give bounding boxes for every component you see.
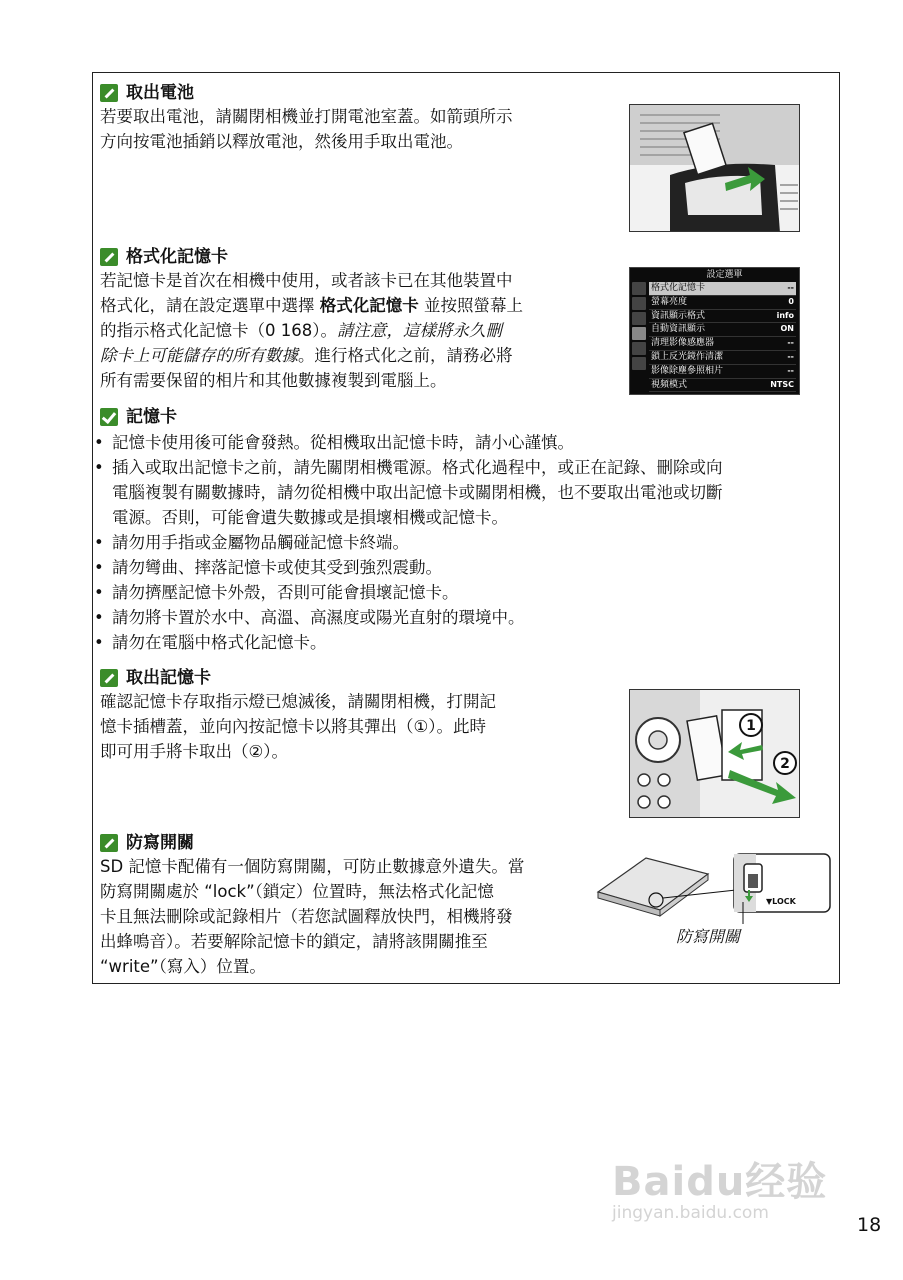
watermark-url: jingyan.baidu.com [612,1203,769,1223]
playback-icon [632,282,646,295]
list-item: • 請勿彎曲、摔落記憶卡或使其受到強烈震動。 [92,555,835,580]
help-icon [632,372,646,385]
section-format-card [100,246,610,393]
wrench-icon [632,327,646,340]
sd-card-illustration [596,852,836,924]
menu-title: 設定選單 [706,270,743,280]
section-title: 取出記憶卡 [100,667,600,689]
menu-rows [649,282,796,392]
pencil-icon [100,248,118,266]
section-title: 記憶卡 [100,406,835,428]
write-protect-caption: 防寫開關 [676,927,741,946]
section-remove-card [100,667,600,764]
watermark [612,1150,842,1250]
menu-row: 自動資訊顯示 ON [649,323,796,337]
list-item: • 請勿在電腦中格式化記憶卡。 [92,630,835,655]
page-reference: 0 168 [265,321,313,340]
menu-row: 視頻模式 NTSC [649,379,796,393]
check-icon [100,408,118,426]
section-memory-card [100,406,835,655]
menu-sidebar [632,282,646,392]
battery-illustration [629,104,800,232]
page-number: 18 [857,1214,882,1236]
card-removal-illustration [629,689,800,818]
list-item: • 請勿擠壓記憶卡外殼，否則可能會損壞記憶卡。 [92,580,835,605]
caution-list [92,430,835,655]
lock-label: ▼LOCK [766,897,796,906]
body-text: 若記憶卡是首次在相機中使用，或者該卡已在其他裝置中 格式化，請在設定選單中選擇 格式化記憶卡 並按照螢幕上 的指示格式化記憶卡（0 168）。請注意，這樣將永久刪 除卡上可能儲存的所有數據。進行格式化之前，請務必將 所有需要保留的相片和其他數據複製到電腦上。 [100,271,523,390]
retouch-icon [632,342,646,355]
list-item: • 記憶卡使用後可能會發熱。從相機取出記憶卡時，請小心謹慎。 [92,430,835,455]
pencil-icon [100,834,118,852]
pencil-icon [100,84,118,102]
body-text: SD 記憶卡配備有一個防寫開關，可防止數據意外遺失。當 防寫開關處於 “lock”（鎖定）位置時，無法格式化記憶 卡且無法刪除或記錄相片（若您試圖釋放快門，相機將發 出蜂鳴音）。若要解除記憶卡的鎖定，請將該開關推至 “write”（寫入）位置。 [100,857,525,976]
menu-row: 鎖上反光鏡作清潔 -- [649,351,796,365]
marker-1: 1 [746,718,756,734]
section-title: 格式化記憶卡 [100,246,610,268]
watermark-logo: Baidu经验 [612,1159,828,1205]
menu-row: 資訊顯示格式 info [649,310,796,324]
list-item: • 請勿將卡置於水中、高溫、高濕度或陽光直射的環境中。 [92,605,835,630]
setup-menu-screen [629,267,800,395]
list-item: • 請勿用手指或金屬物品觸碰記憶卡終端。 [92,530,835,555]
section-title: 防寫開關 [100,832,595,854]
menu-row: 清理影像感應器 -- [649,337,796,351]
pencil-icon [632,312,646,325]
pencil-icon [100,669,118,687]
body-text: 若要取出電池，請關閉相機並打開電池室蓋。如箭頭所示 方向按電池插銷以釋放電池，然後用手取出電池。 [100,107,513,151]
recent-icon [632,357,646,370]
list-item: • 插入或取出記憶卡之前，請先關閉相機電源。格式化過程中，或正在記錄、刪除或向 電腦複製有關數據時，請勿從相機中取出記憶卡或關閉相機，也不要取出電池或切斷 電源。否則，可能會遺失數據或是損壞相機或記憶卡。 [92,455,835,530]
menu-row: 螢幕亮度 0 [649,296,796,310]
section-title: 取出電池 [100,82,600,104]
marker-2: 2 [780,756,790,772]
body-text: 確認記憶卡存取指示燈已熄滅後，請關閉相機，打開記 憶卡插槽蓋，並向內按記憶卡以將其彈出（①）。此時 即可用手將卡取出（②）。 [100,692,496,761]
section-write-protect [100,832,595,979]
menu-row: 格式化記憶卡 -- [649,282,796,296]
menu-row: 影像除塵參照相片 -- [649,365,796,379]
section-remove-battery [100,82,600,154]
menu-item-name: 格式化記憶卡 [319,296,419,315]
camera-icon [632,297,646,310]
